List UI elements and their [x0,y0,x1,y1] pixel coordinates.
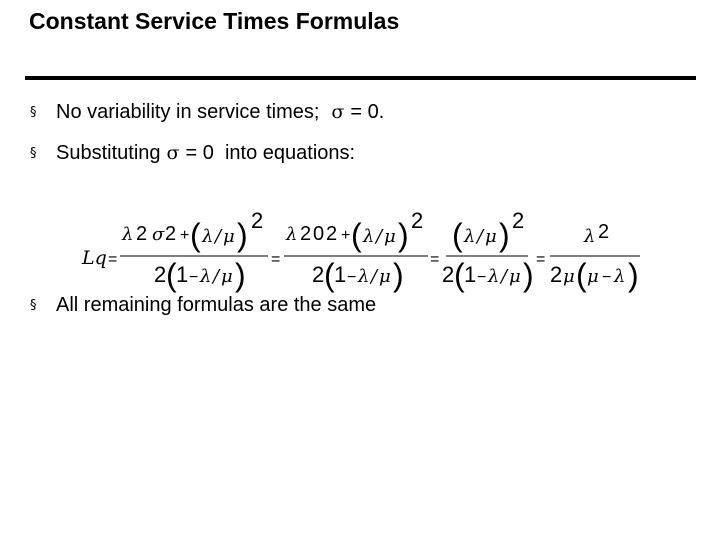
slash: / [501,266,508,287]
slash: / [215,226,222,247]
bullet-text: No variability in service times; [56,101,320,123]
exponent-2: 2 [326,223,338,245]
left-paren: ( [351,217,362,253]
formula-graphic [80,206,642,298]
lq-formula [80,206,642,298]
mu-symbol: μ [563,266,575,287]
lambda-symbol: λ [200,266,212,287]
lambda-symbol: λ [122,224,134,245]
coefficient-2: 2 [442,262,455,287]
lambda-symbol: λ [363,226,375,247]
left-paren: ( [190,217,201,253]
coefficient-2: 2 [154,262,167,287]
lambda-symbol: λ [464,226,476,247]
lambda-symbol: λ [358,266,370,287]
lambda-symbol: λ [202,226,214,247]
bullet-marker-icon: § [30,105,37,120]
right-paren: ) [523,257,534,293]
plus-sign: + [341,227,351,244]
minus-sign: − [189,269,199,286]
mu-symbol: μ [509,266,521,287]
bullet-text: All remaining formulas are the same [56,294,377,316]
minus-sign: − [347,269,357,286]
mu-symbol: μ [384,226,396,247]
left-paren: ( [324,257,335,293]
one: 1 [334,262,347,287]
left-paren: ( [454,257,465,293]
bullet-item-substituting [30,142,355,165]
slash: / [213,266,220,287]
exponent-2: 2 [512,208,525,233]
bullet-item-variability [30,101,384,124]
exponent-2: 2 [251,208,264,233]
title-divider [25,76,696,80]
right-paren: ) [237,217,248,253]
minus-sign: − [602,269,612,286]
coefficient-2: 2 [550,262,563,287]
slash: / [376,226,383,247]
slide-title: Constant Service Times Formulas [29,8,400,34]
exponent-2: 2 [136,223,148,245]
lambda-symbol: λ [286,224,298,245]
mu-symbol: μ [485,226,497,247]
right-paren: ) [628,257,639,293]
one: 1 [176,262,189,287]
bullet-text: = 0. [350,101,385,123]
one: 1 [464,262,477,287]
lambda-symbol: λ [614,266,626,287]
bullet-item-remaining [30,294,376,317]
slash: / [371,266,378,287]
bullet-text: Substituting [56,142,161,164]
mu-symbol: μ [223,226,235,247]
exponent-2: 2 [411,208,424,233]
lambda-symbol: λ [584,226,596,247]
exponent-2: 2 [165,223,177,245]
coefficient-2: 2 [312,262,325,287]
lq-label: Lq [82,247,107,269]
sigma-symbol: σ [331,101,345,123]
equals-sign: = [536,251,546,268]
equals-sign: = [271,251,281,268]
sigma-symbol: σ [166,142,180,164]
exponent-2: 2 [300,223,312,245]
minus-sign: − [477,269,487,286]
equals-sign: = [108,251,118,268]
right-paren: ) [499,217,510,253]
bullet-marker-icon: § [30,298,37,313]
right-paren: ) [235,257,246,293]
bullet-text: = 0 into equations: [185,142,356,164]
mu-symbol: μ [379,266,391,287]
slash: / [477,226,484,247]
bullet-marker-icon: § [30,146,37,161]
mu-symbol: μ [221,266,233,287]
equals-sign: = [430,251,440,268]
left-paren: ( [452,217,463,253]
plus-sign: + [180,227,190,244]
exponent-2: 2 [598,221,610,243]
sigma-symbol: σ [152,224,165,245]
lambda-symbol: λ [488,266,500,287]
mu-symbol: μ [587,266,599,287]
left-paren: ( [166,257,177,293]
left-paren: ( [576,257,587,293]
right-paren: ) [393,257,404,293]
zero: 0 [313,223,325,245]
right-paren: ) [398,217,409,253]
